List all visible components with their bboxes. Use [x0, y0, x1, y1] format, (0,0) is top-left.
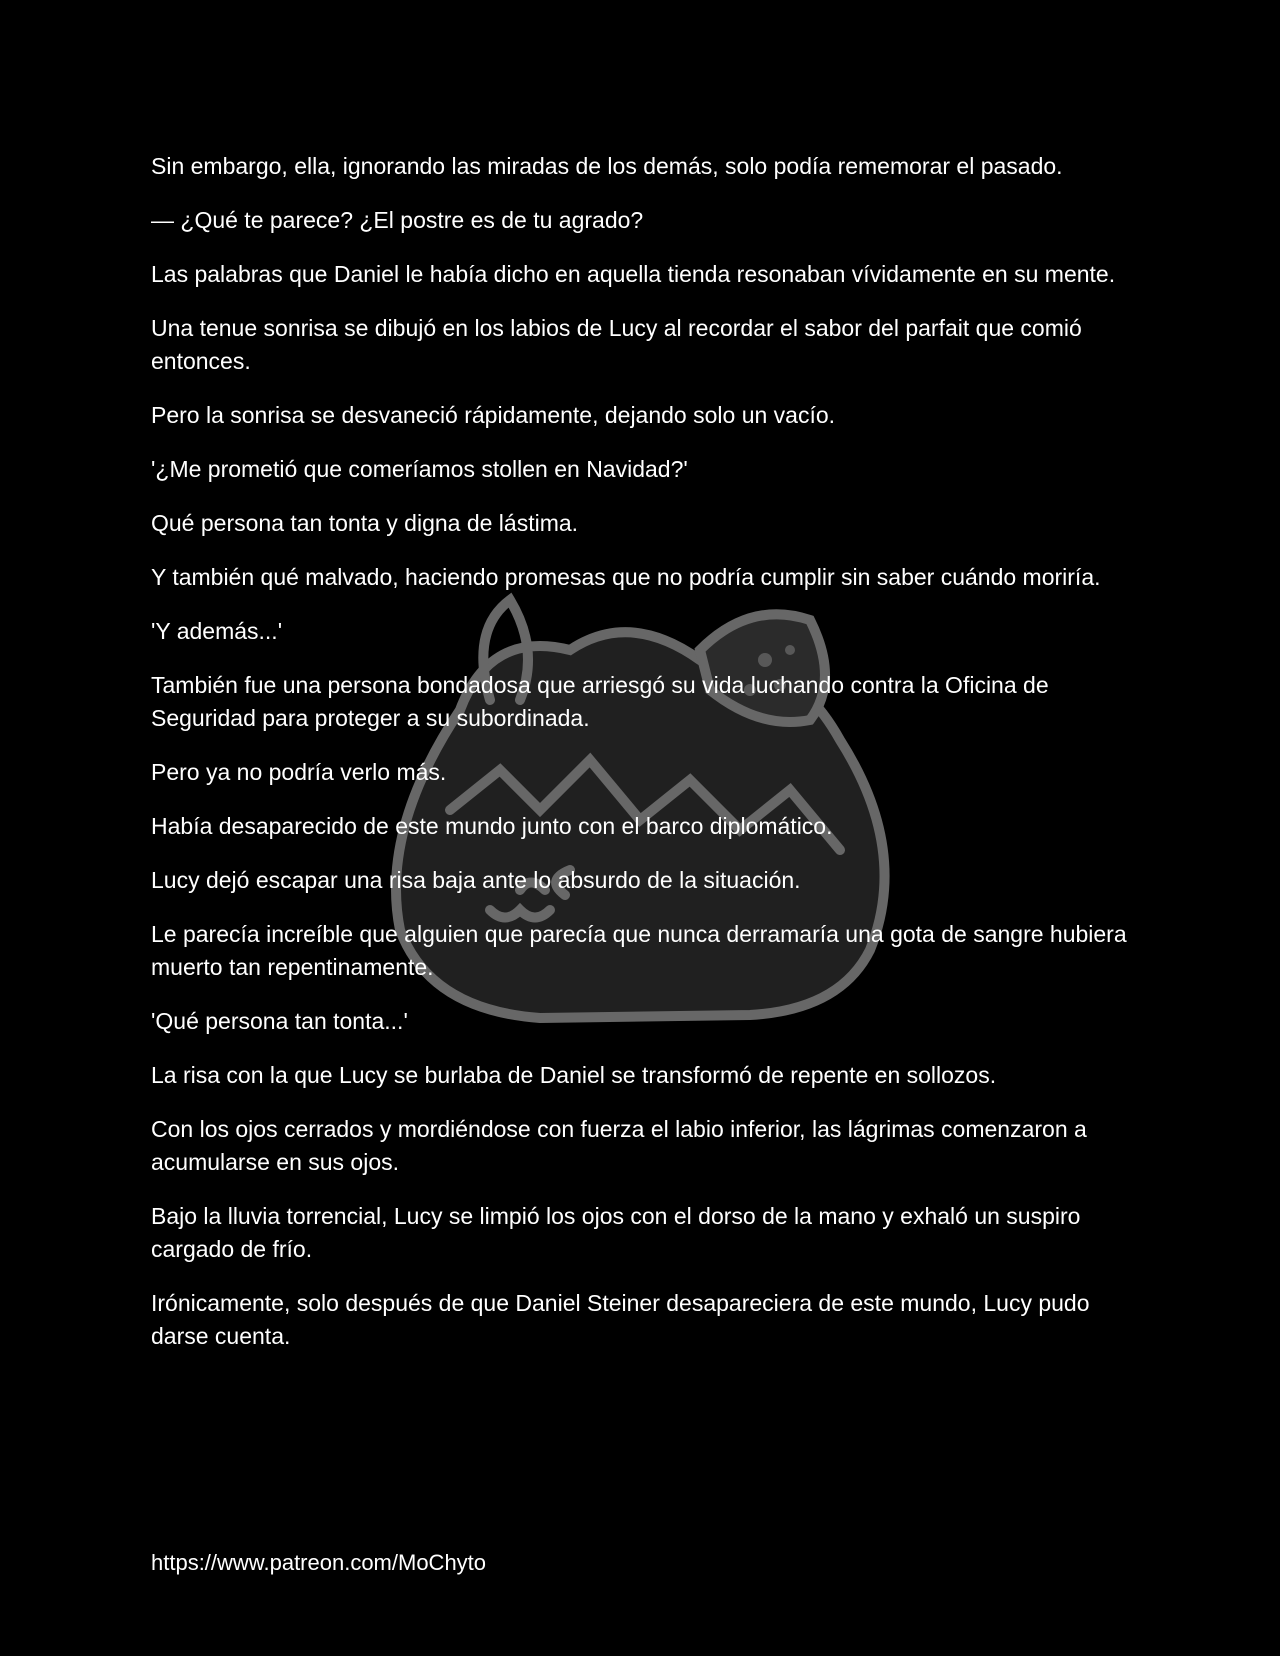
paragraph: Sin embargo, ella, ignorando las miradas de los demás, solo podía rememorar el pasado. — [151, 153, 1063, 179]
paragraph: Las palabras que Daniel le había dicho en aquella tienda resonaban vívidamente en su mente. — [151, 261, 1116, 287]
paragraph: La risa con la que Lucy se burlaba de Daniel se transformó de repente en sollozos. — [151, 1062, 997, 1088]
paragraph: Una tenue sonrisa se dibujó en los labios de Lucy al recordar el sabor del parfait que comió entonces. — [151, 315, 1082, 374]
paragraph: También fue una persona bondadosa que arriesgó su vida luchando contra la Oficina de Seguridad para proteger a su subordinada. — [151, 672, 1049, 731]
paragraph: — ¿Qué te parece? ¿El postre es de tu agrado? — [151, 207, 644, 233]
paragraph: Pero la sonrisa se desvaneció rápidamente, dejando solo un vacío. — [151, 402, 836, 428]
paragraph: '¿Me prometió que comeríamos stollen en Navidad?' — [151, 456, 688, 482]
paragraph: Con los ojos cerrados y mordiéndose con fuerza el labio inferior, las lágrimas comenzaron a acumularse en sus ojos. — [151, 1116, 1087, 1175]
paragraph: 'Y además...' — [151, 618, 283, 644]
story-text — [151, 150, 1136, 1374]
paragraph: Y también qué malvado, haciendo promesas que no podría cumplir sin saber cuándo moriría. — [151, 564, 1101, 590]
paragraph: Pero ya no podría verlo más. — [151, 759, 447, 785]
patreon-link[interactable]: https://www.patreon.com/MoChyto — [151, 1550, 487, 1575]
paragraph: Irónicamente, solo después de que Daniel Steiner desapareciera de este mundo, Lucy pudo darse cuenta. — [151, 1290, 1090, 1349]
paragraph: 'Qué persona tan tonta...' — [151, 1008, 408, 1034]
paragraph: Había desaparecido de este mundo junto con el barco diplomático. — [151, 813, 833, 839]
paragraph: Qué persona tan tonta y digna de lástima. — [151, 510, 579, 536]
paragraph: Le parecía increíble que alguien que parecía que nunca derramaría una gota de sangre hubiera muerto tan repentinamente. — [151, 921, 1127, 980]
paragraph: Bajo la lluvia torrencial, Lucy se limpió los ojos con el dorso de la mano y exhaló un suspiro cargado de frío. — [151, 1203, 1081, 1262]
paragraph: Lucy dejó escapar una risa baja ante lo absurdo de la situación. — [151, 867, 801, 893]
